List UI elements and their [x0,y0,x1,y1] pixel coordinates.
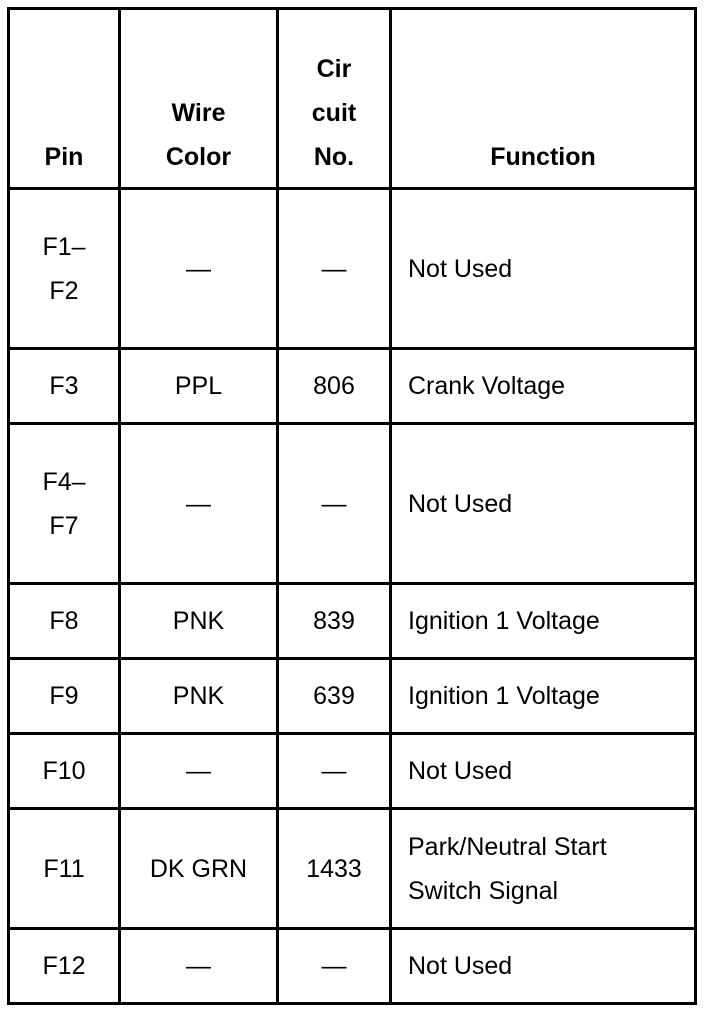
wire-color-cell: — [120,929,278,1004]
circuit-no-cell: — [278,424,391,584]
circuit-no-cell: 839 [278,584,391,659]
pin-cell: F1– F2 [9,189,120,349]
header-wire-color: Wire Color [120,9,278,189]
header-circuit-no: Cir cuit No. [278,9,391,189]
pin-cell: F10 [9,734,120,809]
table-row [9,734,696,809]
pin-cell: F11 [9,809,120,929]
table-row [9,584,696,659]
table-row [9,189,696,349]
table-row [9,809,696,929]
pin-cell: F12 [9,929,120,1004]
table-row [9,929,696,1004]
table-row [9,349,696,424]
wire-color-cell: PNK [120,584,278,659]
function-cell: Not Used [391,189,696,349]
function-cell: Ignition 1 Voltage [391,584,696,659]
function-cell: Not Used [391,929,696,1004]
circuit-no-cell: 806 [278,349,391,424]
pin-cell: F9 [9,659,120,734]
wire-color-cell: PNK [120,659,278,734]
table-row [9,659,696,734]
function-cell: Not Used [391,424,696,584]
header-pin: Pin [9,9,120,189]
circuit-no-cell: 1433 [278,809,391,929]
wire-color-cell: — [120,189,278,349]
pin-cell: F4– F7 [9,424,120,584]
pin-cell: F8 [9,584,120,659]
function-cell: Ignition 1 Voltage [391,659,696,734]
connector-pinout-table [7,7,697,1005]
circuit-no-cell: — [278,189,391,349]
wire-color-cell: PPL [120,349,278,424]
function-cell: Park/Neutral Start Switch Signal [391,809,696,929]
pin-cell: F3 [9,349,120,424]
circuit-no-cell: 639 [278,659,391,734]
circuit-no-cell: — [278,734,391,809]
function-cell: Crank Voltage [391,349,696,424]
wire-color-cell: — [120,734,278,809]
table-row [9,424,696,584]
wire-color-cell: — [120,424,278,584]
header-function: Function [391,9,696,189]
wire-color-cell: DK GRN [120,809,278,929]
header-row [9,9,696,189]
function-cell: Not Used [391,734,696,809]
circuit-no-cell: — [278,929,391,1004]
